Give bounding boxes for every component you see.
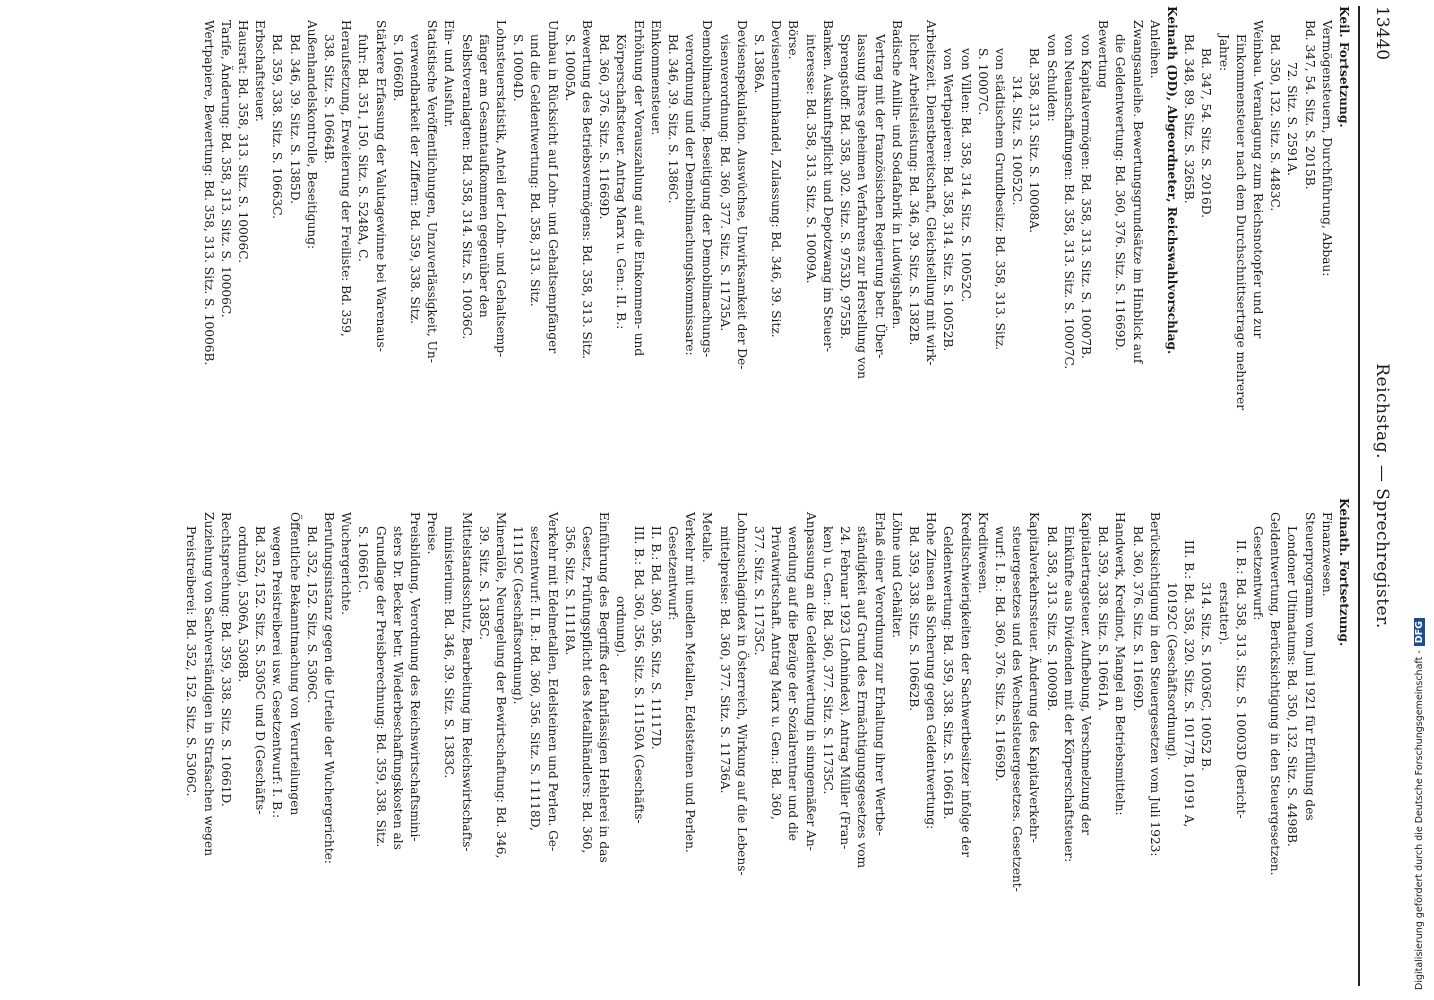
col2-entry-line: Wuchergerichte.: [339, 512, 354, 615]
col2-entry-line: Kreditschwierigkeiten der Sachwertbesitzer infolge der: [958, 512, 973, 858]
col1-entry-line: fuhr: Bd. 351, 150. Sitz. S. 5248A, C.: [356, 34, 371, 262]
col2-entry-line: Verkehr mit unedlen Metallen, Edelsteinen und Perlen.: [683, 512, 698, 853]
col1-entry-line: Statistische Veröffentlichungen, Unzuverlässigkeit, Un-: [425, 20, 440, 363]
col2-entry-line: Rechtsprechung: Bd. 359, 338. Sitz. S. 10661D.: [218, 512, 233, 807]
col2-entry-line: Preisbildung, Verordnung des Reichswirtschaftsmini-: [408, 512, 423, 842]
col1-entry-line: Keinath (DD), Abgeordneter, Reichswahlvorschlag.: [1164, 6, 1179, 355]
col1-entry-line: 314. Sitz. S. 10052C.: [1010, 76, 1025, 206]
col1-entry-line: Vertrag mit der französischen Regierung betr. Über-: [872, 34, 887, 359]
col1-entry-line: S. 10660B.: [390, 34, 405, 102]
col1-entry-line: interesse: Bd. 358, 313. Sitz. S. 10009A.: [803, 34, 818, 284]
col1-entry-line: Bd. 350, 132. Sitz. S. 4483C.: [1268, 34, 1283, 212]
col1-entry-line: Vermögensteuern, Durchführung, Abbau:: [1319, 20, 1334, 277]
right-column: [182, 498, 1352, 968]
col1-entry-line: Anleihen.: [1147, 20, 1162, 79]
col1-entry-line: Weinbau. Veranlagung zum Reichsnotopfer und zur: [1250, 20, 1265, 339]
col2-entry-line: Bd. 360, 376. Sitz. S. 11669D.: [1130, 526, 1145, 712]
col2-entry-line: ministerium: Bd. 346, 39. Sitz. S. 1383C.: [442, 526, 457, 779]
col2-entry-line: Anpassung an die Geldentwertung in sinngemäßer An-: [803, 512, 818, 851]
col1-entry-line: Wertpapiere, Bewertung: Bd. 358, 313. Sitz. S. 10006B.: [201, 20, 216, 366]
col1-entry-line: Bd. 346, 39. Sitz. S. 1385D.: [287, 34, 302, 204]
col2-entry-line: Privatwirtschaft. Antrag Marx u. Gen.: Bd. 360,: [769, 526, 784, 820]
col1-entry-line: Lohnsteuerstatistik, Anteil der Lohn- und Gehaltsemp-: [494, 20, 509, 358]
col1-entry-line: Devisenterminhandel, Zulassung: Bd. 346, 39. Sitz.: [769, 20, 784, 338]
col2-entry-line: setzentwurf: II. B.: Bd. 360, 356. Sitz. S. 11118D,: [528, 526, 543, 832]
col1-entry-line: S. 10005A.: [562, 34, 577, 102]
col2-entry-line: Zuziehung von Sachverständigen in Strafsachen wegen: [201, 512, 216, 857]
col2-entry-line: Geldentwertung, Berücksichtigung in den Steuergesetzen.: [1268, 512, 1283, 876]
col1-entry-line: Bd. 347, 54. Sitz. S. 2015B.: [1302, 20, 1317, 190]
col2-entry-line: Preise.: [425, 512, 440, 555]
rotated-page-content: [70, 6, 1400, 986]
col1-entry-line: visenverordnung: Bd. 360, 377. Sitz. S. 11735A.: [717, 34, 732, 332]
col1-entry-line: Hausrat: Bd. 358, 313. Sitz. S. 10006C.: [236, 20, 250, 264]
col2-entry-line: Metalle.: [700, 512, 715, 563]
col1-entry-line: Bd. 360, 376. Sitz. S. 11669D.: [597, 34, 612, 220]
col1-entry-line: 72. Sitz. S. 2591A.: [1285, 62, 1300, 176]
col1-entry-line: von städtischem Grundbesitz: Bd. 358, 313. Sitz.: [992, 48, 1007, 351]
col2-entry-line: Steuerprogramm vom Juni 1921 für Erfüllung des: [1302, 512, 1317, 821]
col2-entry-line: Bd. 359, 338. Sitz. S. 10661A.: [1096, 526, 1111, 711]
col2-entry-line: ordnung).: [614, 596, 629, 657]
col2-entry-line: Mittelstandsschutz, Bearbeitung im Reichswirtschafts-: [459, 512, 474, 852]
col2-entry-line: 10192C (Geschäftsordnung).: [1164, 582, 1179, 761]
col1-entry-line: von Wertpapieren: Bd. 358, 314. Sitz. S. 10052B.: [941, 48, 956, 352]
col2-entry-line: Kapitalverkehrssteuer. Änderung des Kapitalverkehr-: [1027, 512, 1042, 843]
col1-entry-line: von Kapitalvermögen: Bd. 358, 313. Sitz. S. 10007B.: [1078, 34, 1093, 359]
col1-entry-line: von Villen: Bd. 358, 314. Sitz. S. 10052C.: [958, 48, 973, 303]
col2-entry-line: Preistreiberei: Bd. 352, 152. Sitz. S. 5306C.: [184, 526, 199, 797]
col2-entry-line: Lohnzuschlagindex in Österreich, Wirkung auf die Lebens-: [734, 512, 749, 876]
col2-entry-line: Gesetzentwurf:: [1250, 526, 1265, 621]
digitization-footer: [1414, 618, 1425, 990]
dfg-logo: DFG: [1414, 618, 1425, 646]
col2-entry-line: Keinath. Fortsetzung.: [1337, 498, 1351, 647]
col1-entry-line: Bd. 348, 89. Sitz. S. 3265B.: [1182, 34, 1197, 204]
col2-entry-line: Bd. 359, 338. Sitz. S. 10662B.: [906, 526, 921, 712]
col1-entry-line: 338. Sitz. S. 10664B.: [322, 34, 337, 164]
col1-entry-line: fänger am Gesamtaufkommen gegenüber den: [476, 34, 491, 318]
col2-entry-line: ordnung), 5306A, 5308B.: [236, 526, 250, 683]
col2-entry-line: III. B.: Bd. 360, 356. Sitz. S. 11150A (Geschäfts-: [631, 526, 646, 824]
col1-entry-line: Umbau in Rücksicht auf Lohn- und Gehaltsempfänger: [545, 20, 560, 354]
col2-entry-line: 314. Sitz. S. 10036C, 10052 B.: [1199, 582, 1214, 771]
col2-entry-line: steuergesetzes und des Wechselsteuergesetzes. Gesetzent-: [1010, 526, 1025, 892]
col2-entry-line: Berücksichtigung in den Steuergesetzen vom Juli 1923:: [1147, 512, 1162, 857]
col1-entry-line: Bd. 347, 54. Sitz. S. 2016D.: [1199, 48, 1214, 218]
col2-entry-line: Kapitalertragsteuer. Aufhebung, Verschmelzung der: [1078, 512, 1093, 835]
col1-entry-line: Heraufsetzung, Erweiterung der Freiliste: Bd. 359,: [339, 20, 354, 337]
col1-entry-line: Keil. Fortsetzung.: [1337, 6, 1351, 128]
col1-entry-line: Demobilmachung. Beseitigung der Demobilmachungs-: [700, 20, 715, 358]
col2-entry-line: 377. Sitz. S. 11735C.: [752, 526, 767, 656]
col1-entry-line: Außenhandelskontrolle, Beseitigung:: [304, 20, 319, 250]
page-header: [1358, 6, 1400, 986]
col1-entry-line: verwendbarkeit der Ziffern: Bd. 359, 338. Sitz.: [408, 34, 423, 324]
col1-entry-line: Arbeitszeit. Dienstbereitschaft, Gleichstellung mit wirk-: [924, 20, 939, 366]
col1-entry-line: verordnung und der Demobilmachungskommissare:: [683, 34, 698, 356]
col1-entry-line: die Geldentwertung: Bd. 360, 376. Sitz. S. 11669D.: [1113, 34, 1128, 351]
col1-entry-line: Jahre:: [1216, 34, 1231, 72]
footer-text: Digitalisierung gefördert durch die Deutsche Forschungsgemeinschaft -: [1414, 650, 1425, 990]
col2-entry-line: Londoner Ultimatums: Bd. 350, 132. Sitz. S. 4498B.: [1285, 526, 1300, 847]
col2-entry-line: II. B.: Bd. 358, 313. Sitz. S. 10003D (Bericht-: [1233, 540, 1248, 819]
left-column: [199, 6, 1352, 476]
col1-entry-line: Banken. Auskunftspflicht und Depotzwang im Steuer-: [820, 20, 835, 353]
col2-entry-line: Bd. 358, 313. Sitz. S. 10009B.: [1044, 526, 1059, 712]
col1-entry-line: Erbschaftsteuer.: [253, 20, 268, 122]
col2-entry-line: 356. Sitz. S. 11118A.: [562, 526, 577, 656]
col2-entry-line: Öffentliche Bekanntmachung von Verurteilungen: [287, 512, 302, 816]
col2-entry-line: Einkünfte aus Dividenden mit der Körperschaftsteuer:: [1061, 526, 1076, 863]
col2-entry-line: Einführung des Begriffs der fahrlässigen Hehlerei in das: [597, 512, 612, 863]
col1-entry-line: Bd. 358, 313. Sitz. S. 10008A.: [1027, 48, 1042, 233]
col1-entry-line: Börse.: [786, 20, 801, 60]
col2-entry-line: erstatter).: [1216, 582, 1231, 645]
col2-entry-line: Verkehr mit Edelmetallen, Edelsteinen und Perlen. Ge-: [545, 512, 560, 852]
col2-entry-line: Geldentwertung: Bd. 359, 338. Sitz. S. 10661B.: [941, 526, 956, 820]
col2-entry-line: wegen Preistreiberei usw. Gesetzentwurf: I. B.:: [270, 526, 285, 819]
col2-entry-line: Kreditwesen.: [975, 512, 990, 594]
col1-entry-line: und die Geldentwertung: Bd. 358, 313. Sitz.: [528, 34, 543, 307]
col2-entry-line: Handwerk, Kredinot, Mangel an Betriebsmitteln:: [1113, 512, 1128, 816]
col1-entry-line: Einkommensteuer.: [648, 20, 663, 136]
col2-entry-line: II. B.: Bd. 360, 356. Sitz. S. 11117D.: [648, 526, 663, 750]
col1-entry-line: Selbstveranlagten: Bd. 358, 314. Sitz. S. 10036C.: [459, 34, 474, 340]
col1-entry-line: von Neuanschaffungen: Bd. 358, 313. Sitz. S. 10007C.: [1061, 34, 1076, 370]
col2-entry-line: Bd. 352, 152. Sitz. S. 5306C.: [304, 526, 319, 704]
col1-entry-line: S. 10004D.: [511, 34, 526, 102]
col1-entry-line: Zwangsanleihe. Bewertungsgrundsätze im Hinblick auf: [1130, 20, 1145, 364]
col1-entry-line: Badische Anilin- und Sodafabrik in Ludwigshafen.: [889, 20, 904, 330]
col2-entry-line: 39. Sitz. S. 1385C.: [476, 526, 491, 641]
col1-entry-line: lassung ihres geheimen Verfahrens zur Herstellung von: [855, 34, 870, 380]
col2-entry-line: ken) u. Gen.: Bd. 360, 377. Sitz. S. 11735C.: [820, 526, 835, 795]
col1-entry-line: Körperschaftsteuer. Antrag Marx u. Gen.: II. B.:: [614, 34, 629, 330]
col2-entry-line: III. B.: Bd. 358, 320. Sitz. S. 10177B, 10191 A,: [1182, 540, 1197, 828]
col2-entry-line: Hohe Zinsen als Sicherung gegen Geldentwertung:: [924, 512, 939, 830]
col1-entry-line: Devisenspekulation. Auswüchse, Unwirksamkeit der De-: [734, 20, 749, 370]
col1-entry-line: Ein- und Ausfuhr.: [442, 20, 457, 128]
col2-entry-line: wurf: I. B.: Bd. 360, 376. Sitz. S. 11669D.: [992, 526, 1007, 782]
col2-entry-line: sters Dr. Becker betr. Wiederbeschaffungskosten als: [390, 526, 405, 850]
col2-entry-line: Berufungsinstanz gegen die Urteile der Wuchergerichte:: [322, 512, 337, 864]
col1-entry-line: Erhöhung der Vorauszahlung auf die Einkommen- und: [631, 20, 646, 357]
col2-entry-line: Grundlage der Preisberechnung: Bd. 359, 338. Sitz.: [373, 526, 388, 848]
col1-entry-line: Stärkere Erfassung der Valutagewinne bei Warenaus-: [373, 20, 388, 352]
running-head: Reichstag. — Sprechregister.: [1372, 363, 1392, 629]
col1-entry-line: Tarife, Änderung: Bd. 358, 313. Sitz. S. 10006C.: [218, 20, 233, 318]
col2-entry-line: mittelpreise: Bd. 360, 377. Sitz. S. 11736A.: [717, 526, 732, 794]
col2-entry-line: wendung auf die Bezüge der Sozialrentner und die: [786, 526, 801, 842]
col2-entry-line: 11119C (Geschäftsordnung).: [511, 526, 526, 705]
col1-entry-line: von Schulden:: [1044, 34, 1059, 122]
col2-entry-line: S. 10661C.: [356, 526, 371, 594]
col1-entry-line: Bewertung des Betriebsvermögens: Bd. 358, 313. Sitz.: [580, 20, 595, 359]
col2-entry-line: Gesetz, Prüfungspflicht des Metallhändlers: Bd. 360,: [580, 526, 595, 854]
col1-entry-line: S. 10007C.: [975, 48, 990, 116]
col1-entry-line: Sprengstoff: Bd. 358, 302. Sitz. S. 9753D, 9755B.: [838, 34, 853, 340]
col2-entry-line: Gesetzentwurf:: [666, 526, 681, 621]
col2-entry-line: Finanzwesen.: [1319, 512, 1334, 597]
col1-entry-line: licher Arbeitsleistung: Bd. 346, 39. Sitz. S. 1382B.: [906, 34, 921, 346]
col1-entry-line: Einkommensteuer nach dem Durchschnittsertrage mehrerer: [1233, 34, 1248, 411]
col2-entry-line: ständigkeit auf Grund des Ermächtigungsgesetzes vom: [855, 526, 870, 869]
col2-entry-line: Mineralöle, Neuregelung der Bewirtschaftung: Bd. 346,: [494, 512, 509, 859]
col1-entry-line: Bd. 346, 39. Sitz. S. 1386C.: [666, 34, 681, 204]
col2-entry-line: Löhne und Gehälter.: [889, 512, 904, 639]
col2-entry-line: Erlaß einer Verordnung zur Erhaltung ihrer Wertbe-: [872, 512, 887, 836]
col1-entry-line: Bd. 359, 338. Sitz. S. 10663C.: [270, 34, 285, 220]
col1-entry-line: Bewertung: [1096, 20, 1111, 89]
col2-entry-line: Bd. 352, 152. Sitz. S. 5305C und D (Geschäfts-: [253, 526, 268, 815]
col2-entry-line: 24. Februar 1923 (Lohnindex). Antrag Müller (Fran-: [838, 526, 853, 850]
col1-entry-line: S. 1386A.: [752, 34, 767, 94]
page-number: 13440: [1372, 6, 1392, 61]
